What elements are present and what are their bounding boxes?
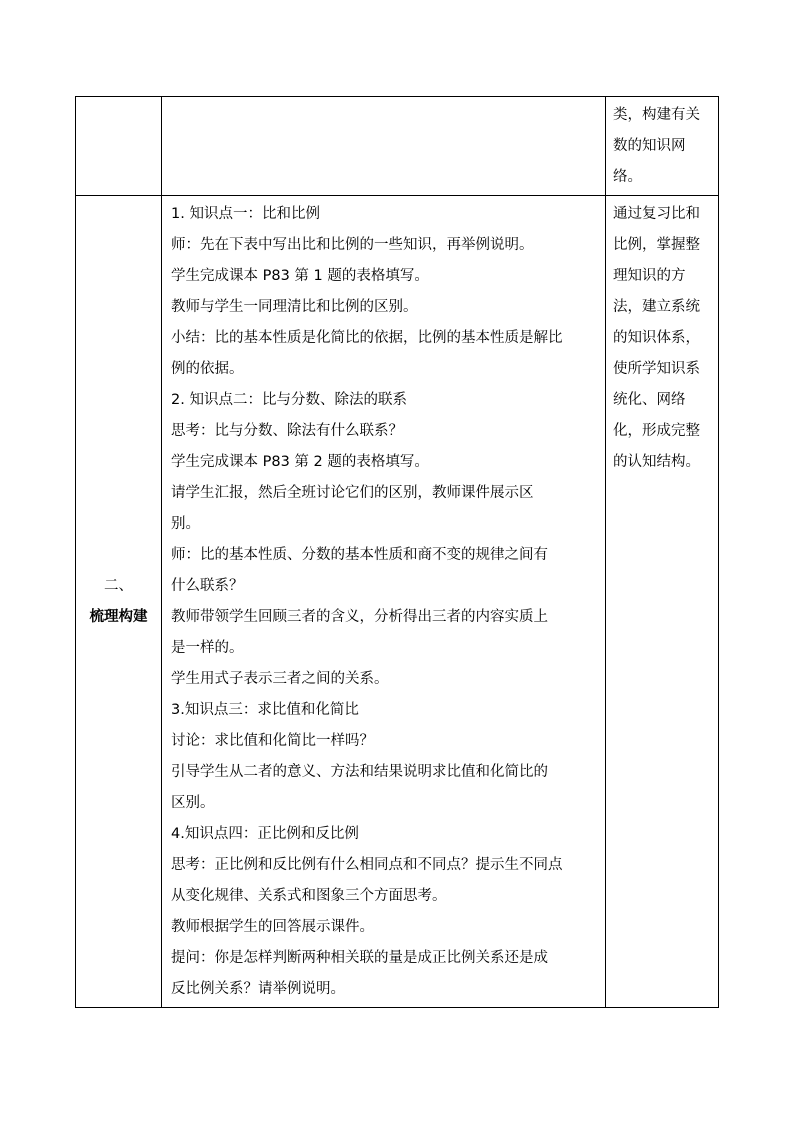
content-line: 区别。 (171, 795, 215, 811)
content-line: 学生用式子表示三者之间的关系。 (171, 671, 389, 687)
content-line: 教师带领学生回顾三者的含义，分析得出三者的内容实质上 (171, 609, 548, 625)
content-line: 教师根据学生的回答展示课件。 (171, 919, 374, 935)
aim-line: 络。 (613, 169, 642, 185)
content-line: 引导学生从二者的意义、方法和结果说明求比值和化简比的 (171, 764, 548, 780)
stage-number: 二、 (104, 577, 133, 594)
aim-cell (606, 196, 719, 1008)
aim-line: 通过复习比和 (613, 206, 700, 222)
aim-line: 化，形成完整 (613, 423, 700, 439)
content-cell (162, 196, 606, 1008)
content-line: 反比例关系？请举例说明。 (171, 981, 345, 997)
content-line: 4.知识点四：正比例和反比例 (171, 826, 359, 842)
content-line: 2. 知识点二：比与分数、除法的联系 (171, 392, 407, 408)
content-line: 讨论：求比值和化简比一样吗？ (171, 733, 374, 749)
content-line: 师：比的基本性质、分数的基本性质和商不变的规律之间有 (171, 547, 548, 563)
content-line: 小结：比的基本性质是化简比的依据，比例的基本性质是解比 (171, 330, 563, 346)
aim-cell (606, 97, 719, 196)
aim-line: 的认知结构。 (613, 454, 700, 470)
content-line: 师：先在下表中写出比和比例的一些知识，再举例说明。 (171, 237, 534, 253)
table-row (76, 196, 719, 1008)
content-line: 什么联系？ (171, 578, 244, 594)
table-row (76, 97, 719, 196)
content-line: 1. 知识点一：比和比例 (171, 206, 320, 222)
stage-cell (76, 196, 162, 1008)
aim-line: 法，建立系统 (613, 299, 700, 315)
content-cell-empty (162, 97, 606, 196)
aim-line: 理知识的方 (613, 268, 686, 284)
aim-line: 数的知识网 (613, 138, 686, 154)
content-line: 思考：正比例和反比例有什么相同点和不同点？提示生不同点 (171, 857, 563, 873)
content-line: 学生完成课本 P83 第 2 题的表格填写。 (171, 454, 429, 470)
content-line: 请学生汇报，然后全班讨论它们的区别，教师课件展示区 (171, 485, 534, 501)
content-line: 例的依据。 (171, 361, 244, 377)
content-line: 别。 (171, 516, 200, 532)
stage-name: 梳理构建 (89, 608, 148, 625)
content-line: 从变化规律、关系式和图象三个方面思考。 (171, 888, 447, 904)
aim-line: 类，构建有关 (613, 107, 700, 123)
aim-text (606, 97, 718, 195)
content-line: 是一样的。 (171, 640, 244, 656)
content-line: 思考：比与分数、除法有什么联系？ (171, 423, 403, 439)
aim-line: 使所学知识系 (613, 361, 700, 377)
content-line: 3.知识点三：求比值和化简比 (171, 702, 359, 718)
content-line: 教师与学生一同理清比和比例的区别。 (171, 299, 418, 315)
aim-line: 统化、网络 (613, 392, 686, 408)
content-text (162, 196, 605, 1007)
content-line: 学生完成课本 P83 第 1 题的表格填写。 (171, 268, 429, 284)
content-line: 提问：你是怎样判断两种相关联的量是成正比例关系还是成 (171, 950, 548, 966)
lesson-plan-table (75, 96, 719, 1008)
stage-cell-empty (76, 97, 162, 196)
aim-text (606, 196, 718, 480)
aim-line: 的知识体系， (613, 330, 700, 346)
aim-line: 比例，掌握整 (613, 237, 700, 253)
